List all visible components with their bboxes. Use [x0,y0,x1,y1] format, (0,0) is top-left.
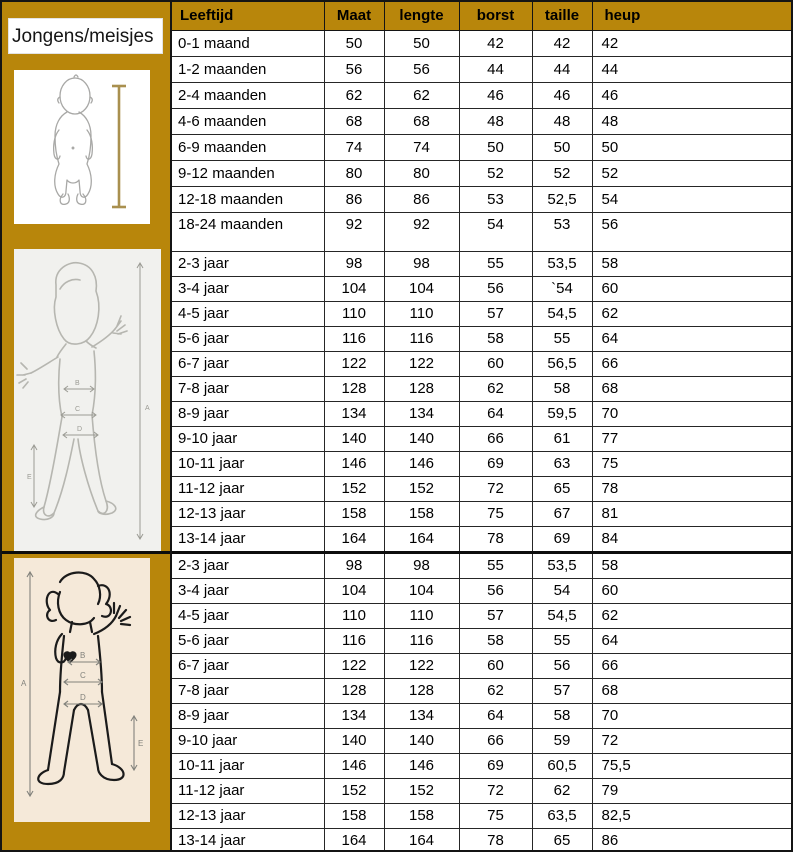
value-cell: 62 [459,376,532,401]
value-cell: 62 [532,778,592,803]
value-cell: 54 [592,186,791,212]
value-cell: 146 [384,753,459,778]
value-cell: 98 [324,552,384,578]
value-cell: 64 [459,401,532,426]
value-cell: 52 [459,160,532,186]
table-row-jongens [172,401,791,426]
age-cell: 1-2 maanden [172,56,324,82]
value-cell: 48 [592,108,791,134]
value-cell: 110 [384,301,459,326]
value-cell: 72 [459,778,532,803]
age-cell: 2-3 jaar [172,552,324,578]
group-label-box [8,18,163,54]
age-cell: 2-4 maanden [172,82,324,108]
value-cell: 57 [459,603,532,628]
value-cell: 55 [532,326,592,351]
value-cell: 84 [592,526,791,552]
value-cell: 104 [324,578,384,603]
column-header-maat: Maat [324,2,384,30]
table-row-meisjes [172,728,791,753]
value-cell: 58 [532,703,592,728]
value-cell: 134 [384,703,459,728]
value-cell: 56 [459,276,532,301]
value-cell: 66 [592,653,791,678]
measure-label-d: D [80,693,86,702]
age-cell: 6-7 jaar [172,653,324,678]
value-cell: 128 [324,678,384,703]
value-cell: 86 [324,186,384,212]
age-cell: 13-14 jaar [172,828,324,852]
age-cell: 0-1 maand [172,30,324,56]
value-cell: 68 [592,678,791,703]
value-cell: 53 [532,212,592,251]
value-cell: 63 [532,451,592,476]
value-cell: 122 [324,653,384,678]
age-cell: 4-6 maanden [172,108,324,134]
table-row-jongens [172,301,791,326]
table-row-jongens [172,476,791,501]
value-cell: 128 [324,376,384,401]
value-cell: 104 [384,276,459,301]
table-row-baby [172,186,791,212]
value-cell: 75 [459,501,532,526]
value-cell: 80 [324,160,384,186]
value-cell: 86 [592,828,791,852]
value-cell: 110 [324,603,384,628]
age-cell: 5-6 jaar [172,326,324,351]
table-row-meisjes [172,703,791,728]
value-cell: 57 [532,678,592,703]
age-cell: 7-8 jaar [172,678,324,703]
value-cell: 128 [384,678,459,703]
value-cell: 50 [592,134,791,160]
value-cell: 62 [384,82,459,108]
value-cell: 67 [532,501,592,526]
value-cell: 59,5 [532,401,592,426]
age-cell: 10-11 jaar [172,753,324,778]
value-cell: 53,5 [532,552,592,578]
value-cell: 78 [592,476,791,501]
value-cell: 104 [324,276,384,301]
value-cell: 44 [459,56,532,82]
table-row-baby [172,212,791,251]
table-row-meisjes [172,628,791,653]
age-cell: 4-5 jaar [172,301,324,326]
table-row-jongens [172,501,791,526]
age-cell: 3-4 jaar [172,578,324,603]
measure-label-c: C [80,671,86,680]
value-cell: 55 [459,552,532,578]
value-cell: 62 [324,82,384,108]
value-cell: 110 [384,603,459,628]
value-cell: 60 [592,276,791,301]
value-cell: 46 [592,82,791,108]
value-cell: 70 [592,703,791,728]
table-row-meisjes [172,803,791,828]
value-cell: 98 [324,251,384,276]
value-cell: 56 [592,212,791,251]
age-cell: 5-6 jaar [172,628,324,653]
table-row-baby [172,134,791,160]
table-row-baby [172,160,791,186]
value-cell: 140 [324,728,384,753]
value-cell: 116 [324,326,384,351]
value-cell: 152 [324,778,384,803]
table-row-meisjes [172,552,791,578]
value-cell: 122 [324,351,384,376]
girl-figure-panel [14,558,150,822]
value-cell: 134 [384,401,459,426]
value-cell: 74 [324,134,384,160]
value-cell: 75,5 [592,753,791,778]
column-header-leeftijd: Leeftijd [172,2,324,30]
age-cell: 11-12 jaar [172,778,324,803]
age-cell: 6-7 jaar [172,351,324,376]
value-cell: 46 [532,82,592,108]
value-cell: 55 [459,251,532,276]
value-cell: 146 [384,451,459,476]
value-cell: 78 [459,828,532,852]
value-cell: 158 [384,501,459,526]
value-cell: 50 [459,134,532,160]
age-cell: 10-11 jaar [172,451,324,476]
value-cell: 164 [384,526,459,552]
value-cell: 48 [532,108,592,134]
column-header-taille: taille [532,2,592,30]
value-cell: 146 [324,451,384,476]
table-row-baby [172,56,791,82]
value-cell: 50 [532,134,592,160]
value-cell: 42 [532,30,592,56]
value-cell: 62 [459,678,532,703]
column-header-borst: borst [459,2,532,30]
value-cell: 58 [459,628,532,653]
age-cell: 13-14 jaar [172,526,324,552]
value-cell: 65 [532,476,592,501]
value-cell: 98 [384,251,459,276]
value-cell: 42 [592,30,791,56]
table-row-baby [172,30,791,56]
value-cell: 61 [532,426,592,451]
value-cell: 70 [592,401,791,426]
value-cell: 75 [592,451,791,476]
value-cell: 140 [384,728,459,753]
value-cell: 152 [384,778,459,803]
value-cell: 58 [532,376,592,401]
age-cell: 18-24 maanden [172,212,324,251]
boy-figure-icon [14,249,161,551]
value-cell: 59 [532,728,592,753]
value-cell: 63,5 [532,803,592,828]
measure-label-b: B [75,380,80,387]
age-cell: 11-12 jaar [172,476,324,501]
value-cell: 68 [324,108,384,134]
value-cell: 62 [592,301,791,326]
value-cell: 158 [324,501,384,526]
value-cell: 122 [384,653,459,678]
value-cell: 53,5 [532,251,592,276]
value-cell: 60,5 [532,753,592,778]
value-cell: 164 [384,828,459,852]
value-cell: 72 [592,728,791,753]
value-cell: 55 [532,628,592,653]
value-cell: 81 [592,501,791,526]
age-cell: 6-9 maanden [172,134,324,160]
value-cell: 68 [384,108,459,134]
value-cell: 164 [324,526,384,552]
value-cell: 80 [384,160,459,186]
table-row-jongens [172,426,791,451]
value-cell: 58 [459,326,532,351]
table-row-meisjes [172,828,791,852]
value-cell: 58 [592,552,791,578]
value-cell: 116 [324,628,384,653]
table-row-meisjes [172,678,791,703]
age-cell: 8-9 jaar [172,401,324,426]
measure-label-b: B [80,651,86,660]
value-cell: 74 [384,134,459,160]
table-row-jongens [172,251,791,276]
value-cell: 44 [532,56,592,82]
value-cell: 86 [384,186,459,212]
measure-label-d: D [77,426,83,433]
girl-figure-icon [14,558,150,822]
value-cell: 128 [384,376,459,401]
height-measure-line [112,86,126,207]
table-row-jongens [172,451,791,476]
column-header-lengte: lengte [384,2,459,30]
measure-label-a: A [21,679,27,688]
value-cell: 69 [532,526,592,552]
value-cell: 56 [384,56,459,82]
value-cell: 66 [459,728,532,753]
age-cell: 9-12 maanden [172,160,324,186]
value-cell: 122 [384,351,459,376]
table-row-jongens [172,276,791,301]
value-cell: 56,5 [532,351,592,376]
value-cell: 54,5 [532,603,592,628]
value-cell: 46 [459,82,532,108]
value-cell: 152 [324,476,384,501]
value-cell: 54 [459,212,532,251]
table-row-jongens [172,351,791,376]
table-row-meisjes [172,603,791,628]
value-cell: 65 [532,828,592,852]
value-cell: 79 [592,778,791,803]
value-cell: 42 [459,30,532,56]
size-table [172,2,791,852]
table-row-meisjes [172,778,791,803]
measure-label-e: E [138,739,144,748]
value-cell: 146 [324,753,384,778]
measure-label-a: A [145,405,150,412]
value-cell: 52 [592,160,791,186]
age-cell: 2-3 jaar [172,251,324,276]
table-row-baby [172,108,791,134]
value-cell: 77 [592,426,791,451]
value-cell: 72 [459,476,532,501]
table-row-meisjes [172,653,791,678]
value-cell: 64 [459,703,532,728]
value-cell: 56 [324,56,384,82]
value-cell: 68 [592,376,791,401]
value-cell: 60 [459,653,532,678]
value-cell: 54 [532,578,592,603]
value-cell: 66 [459,426,532,451]
baby-figure-icon [14,70,150,224]
value-cell: 78 [459,526,532,552]
measure-label-c: C [75,406,81,413]
value-cell: 57 [459,301,532,326]
table-row-baby [172,82,791,108]
value-cell: 56 [459,578,532,603]
value-cell: 110 [324,301,384,326]
boy-figure-panel [14,249,161,551]
value-cell: 140 [324,426,384,451]
value-cell: 69 [459,753,532,778]
value-cell: 60 [459,351,532,376]
value-cell: 69 [459,451,532,476]
value-cell: 82,5 [592,803,791,828]
table-row-meisjes [172,578,791,603]
value-cell: 75 [459,803,532,828]
sidebar [2,2,170,850]
value-cell: 50 [324,30,384,56]
value-cell: 98 [384,552,459,578]
baby-figure-panel [14,70,150,224]
value-cell: 52 [532,160,592,186]
value-cell: 116 [384,628,459,653]
value-cell: 56 [532,653,592,678]
value-cell: 158 [384,803,459,828]
value-cell: `54 [532,276,592,301]
age-cell: 12-18 maanden [172,186,324,212]
age-cell: 12-13 jaar [172,501,324,526]
table-row-jongens [172,326,791,351]
value-cell: 48 [459,108,532,134]
value-cell: 62 [592,603,791,628]
measure-label-e: E [27,474,32,481]
table-row-meisjes [172,753,791,778]
value-cell: 92 [324,212,384,251]
age-cell: 7-8 jaar [172,376,324,401]
age-cell: 4-5 jaar [172,603,324,628]
value-cell: 64 [592,628,791,653]
table-area [170,2,791,850]
value-cell: 53 [459,186,532,212]
value-cell: 158 [324,803,384,828]
value-cell: 134 [324,401,384,426]
value-cell: 134 [324,703,384,728]
table-row-jongens [172,526,791,552]
value-cell: 58 [592,251,791,276]
value-cell: 50 [384,30,459,56]
value-cell: 116 [384,326,459,351]
value-cell: 60 [592,578,791,603]
value-cell: 66 [592,351,791,376]
age-cell: 3-4 jaar [172,276,324,301]
section-divider-line [2,551,170,554]
column-header-heup: heup [592,2,791,30]
age-cell: 9-10 jaar [172,728,324,753]
value-cell: 140 [384,426,459,451]
value-cell: 44 [592,56,791,82]
value-cell: 52,5 [532,186,592,212]
age-cell: 8-9 jaar [172,703,324,728]
value-cell: 64 [592,326,791,351]
value-cell: 104 [384,578,459,603]
value-cell: 152 [384,476,459,501]
age-cell: 9-10 jaar [172,426,324,451]
table-header-row [172,2,791,30]
age-cell: 12-13 jaar [172,803,324,828]
value-cell: 92 [384,212,459,251]
value-cell: 164 [324,828,384,852]
table-row-jongens [172,376,791,401]
value-cell: 54,5 [532,301,592,326]
group-label: Jongens/meisjes [12,25,154,47]
